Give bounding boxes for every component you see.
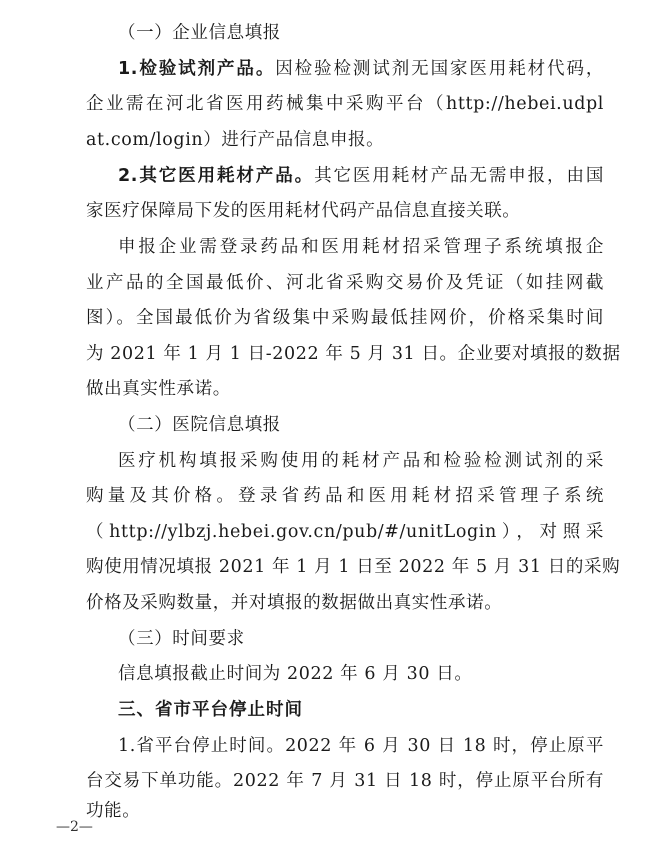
hospital-para-line3: （http://ylbzj.hebei.gov.cn/pub/#/unitLogin），对照采 <box>86 522 604 542</box>
item2-lead: 2.其它医用耗材产品。 <box>118 166 315 186</box>
item1-line1 <box>118 58 604 80</box>
item2-line2: 家医疗保障局下发的医用耗材代码产品信息直接关联。 <box>86 201 521 221</box>
hospital-para-line2: 购量及其价格。登录省药品和医用耗材招采管理子系统 <box>86 486 604 506</box>
main-heading-platform-stop-time: 三、省市平台停止时间 <box>118 700 303 720</box>
platform-item1-line3: 功能。 <box>86 801 141 821</box>
section-heading-time-requirement: （三）时间要求 <box>118 629 245 649</box>
enterprise-para-line4: 为 2021 年 1 月 1 日-2022 年 5 月 31 日。企业要对填报的数据 <box>86 344 621 364</box>
item1-line1-rest: 因检验检测试剂无国家医用耗材代码， <box>275 59 604 79</box>
section-heading-hospital-info: （二）医院信息填报 <box>118 415 281 435</box>
section-heading-enterprise-info: （一）企业信息填报 <box>118 23 281 43</box>
enterprise-para-line2: 业产品的全国最低价、河北省采购交易价及凭证（如挂网截 <box>86 273 604 293</box>
deadline-para: 信息填报截止时间为 2022 年 6 月 30 日。 <box>118 664 473 684</box>
enterprise-para-line3: 图）。全国最低价为省级集中采购最低挂网价，价格采集时间 <box>86 308 604 328</box>
item1-line2: 企业需在河北省医用药械集中采购平台（http://hebei.udpl <box>86 94 604 114</box>
enterprise-para-line5: 做出真实性承诺。 <box>86 379 231 399</box>
item1-lead: 1.检验试剂产品。 <box>118 59 276 79</box>
hospital-para-line1: 医疗机构填报采购使用的耗材产品和检验检测试剂的采 <box>118 451 604 471</box>
page-number: —2— <box>56 819 93 835</box>
item2-line1 <box>118 165 604 187</box>
hospital-para-line5: 价格及采购数量，并对填报的数据做出真实性承诺。 <box>86 593 503 613</box>
item2-line1-rest: 其它医用耗材产品无需申报，由国 <box>314 166 604 186</box>
enterprise-para-line1: 申报企业需登录药品和医用耗材招采管理子系统填报企 <box>118 237 604 257</box>
platform-item1-line1: 1.省平台停止时间。2022 年 6 月 30 日 18 时，停止原平 <box>118 736 604 756</box>
hospital-para-line4: 购使用情况填报 2021 年 1 月 1 日至 2022 年 5 月 31 日的采购 <box>86 557 621 577</box>
platform-item1-line2: 台交易下单功能。2022 年 7 月 31 日 18 时，停止原平台所有 <box>86 771 604 791</box>
item1-line3: at.com/login）进行产品信息申报。 <box>86 130 385 150</box>
